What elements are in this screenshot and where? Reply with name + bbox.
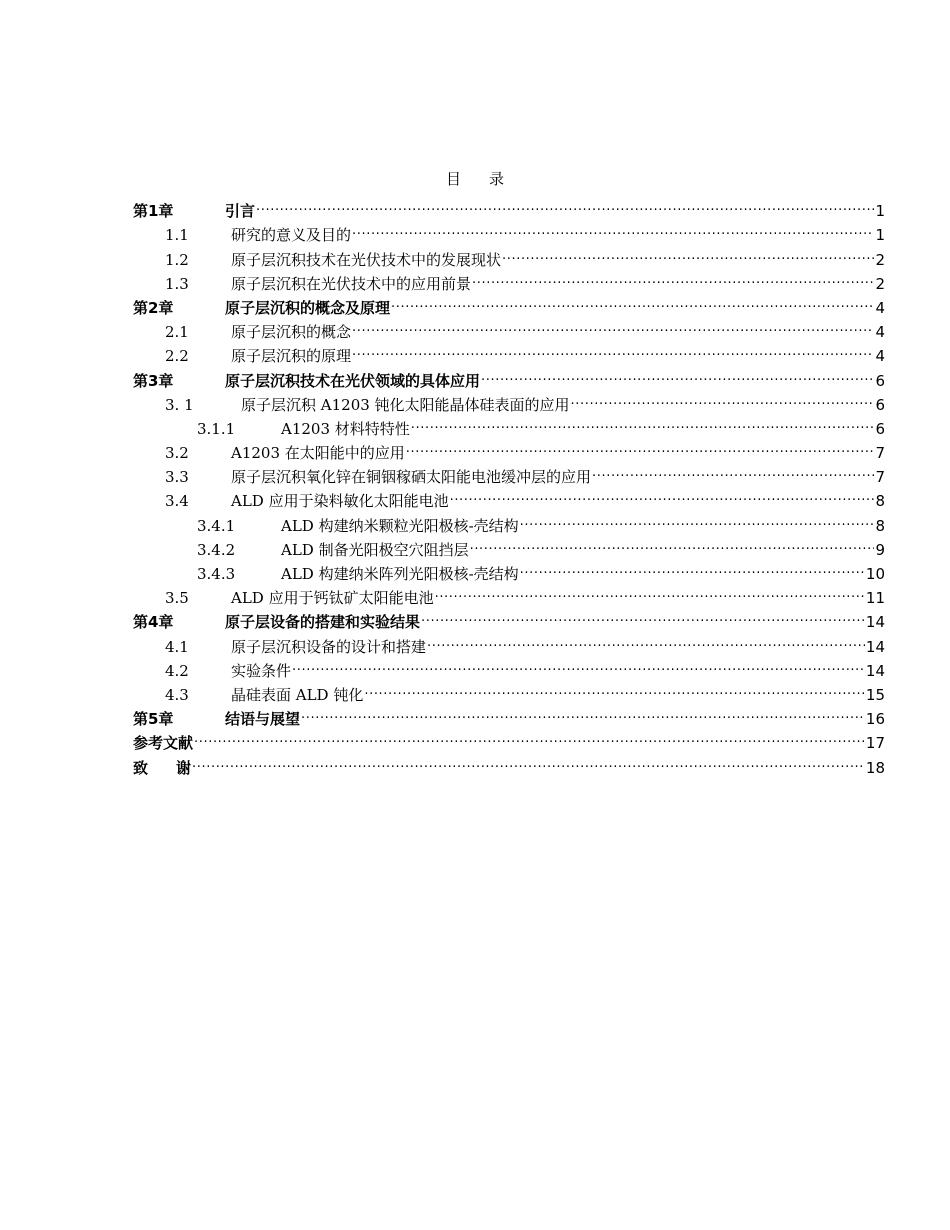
toc-entry-page: 11: [865, 589, 885, 608]
toc-entry-page: 4: [875, 347, 885, 366]
toc-leader-dots: [520, 506, 875, 530]
toc-entry-label: 实验条件: [231, 661, 292, 680]
toc-entry-page: 1: [875, 226, 885, 245]
toc-leader-dots: [406, 434, 875, 458]
toc-leader-dots: [450, 482, 875, 506]
toc-entry-acknowledgements[interactable]: [133, 748, 885, 777]
toc-entry-number: 4.2: [165, 661, 189, 680]
toc-entry-page: 10: [865, 565, 885, 583]
toc-entry-number: 第3章: [133, 371, 174, 390]
toc-entry-label: ALD 应用于钙钛矿太阳能电池: [231, 589, 434, 608]
toc-leader-dots: [352, 216, 874, 240]
toc-entry-number: 3.3: [165, 468, 189, 487]
toc-entry-number: 3.1.1: [197, 419, 236, 438]
toc-entry-label: ALD 制备光阳极空穴阻挡层: [281, 540, 469, 559]
toc-entry-number: 3.4.3: [197, 565, 236, 583]
toc-entry-number: 3.5: [165, 589, 189, 608]
toc-entry-number: 第4章: [133, 613, 174, 632]
toc-entry-label: 原子层沉积技术在光伏领域的具体应用: [225, 371, 481, 390]
toc-entry-number: 3.4.1: [197, 516, 236, 535]
toc-entry-label: 原子层沉积的概念及原理: [225, 298, 391, 317]
toc-entry-label: ALD 应用于染料敏化太阳能电池: [231, 492, 449, 511]
toc-entry-number: 4.1: [165, 637, 189, 656]
toc-leader-dots: [592, 458, 874, 482]
toc-entry-page: 18: [865, 758, 885, 777]
toc-entry-label: 原子层沉积的概念: [231, 323, 352, 342]
toc-entry-label: 原子层沉积在光伏技术中的应用前景: [231, 274, 472, 293]
toc-entry-page: 6: [875, 419, 885, 438]
toc-entry-number: 3. 1: [165, 395, 194, 414]
toc-entry-label: 晶硅表面 ALD 钝化: [231, 685, 364, 704]
toc-entry-number: 3.4.2: [197, 540, 236, 559]
toc-leader-dots: [472, 265, 874, 289]
toc-leader-dots: [352, 337, 874, 361]
toc-entry-page: 16: [865, 710, 885, 729]
toc-leader-dots: [520, 555, 865, 579]
toc-entry-number: 1.3: [165, 274, 189, 293]
toc-leader-dots: [364, 676, 865, 700]
toc-entry-page: 8: [875, 492, 885, 511]
toc-entry-page: 6: [875, 371, 885, 390]
toc-entry-page: 4: [875, 323, 885, 342]
toc-entry-label: 引言: [225, 202, 256, 221]
toc-entry-number: 4.3: [165, 685, 189, 704]
toc-title: [0, 168, 950, 189]
toc-entry-label: 原子层沉积设备的设计和搭建: [231, 637, 427, 656]
toc-entry-label: 研究的意义及目的: [231, 226, 352, 245]
toc-entry-page: 4: [875, 298, 885, 317]
toc-entry-label: 参考文献: [133, 734, 194, 753]
toc-entry-label: [133, 756, 191, 780]
toc-entry-page: 14: [865, 613, 885, 632]
toc-entry-label: A1203 在太阳能中的应用: [231, 444, 405, 463]
toc-entry-page: 9: [875, 540, 885, 559]
toc-leader-dots: [411, 410, 875, 434]
toc-leader-dots: [292, 652, 865, 676]
toc-entry-page: 7: [875, 468, 885, 487]
toc-entry-label: ALD 构建纳米颗粒光阳极核-壳结构: [281, 516, 519, 535]
toc-entry-chapter-1[interactable]: [133, 192, 885, 221]
toc-entry-page: 15: [865, 685, 885, 704]
toc-entry-number: 2.2: [165, 347, 189, 366]
toc-entry-number: 1.1: [165, 226, 189, 245]
toc-leader-dots: [435, 579, 865, 603]
toc-leader-dots: [481, 361, 874, 385]
toc-entry-label: 原子层设备的搭建和实验结果: [225, 613, 421, 632]
toc-entry-label: 原子层沉积 A1203 钝化太阳能晶体硅表面的应用: [241, 395, 570, 414]
toc-entry-number: 2.1: [165, 323, 189, 342]
toc-entry-number: 3.2: [165, 444, 189, 463]
toc-entry-references[interactable]: [133, 724, 885, 753]
toc-leader-dots: [470, 531, 875, 555]
toc-title-left: 目: [445, 170, 461, 188]
toc-entry-number: 第2章: [133, 298, 174, 317]
toc-entry-label: ALD 构建纳米阵列光阳极核-壳结构: [281, 565, 519, 583]
toc-entry-number: 3.4: [165, 492, 189, 511]
toc-entry-label: A1203 材料特特性: [281, 419, 410, 438]
toc-leader-dots: [502, 240, 874, 264]
toc-entry-label: 结语与展望: [225, 710, 301, 729]
toc-entry-page: 2: [875, 250, 885, 269]
toc-entry-number: 第5章: [133, 710, 174, 729]
toc-leader-dots: [427, 627, 865, 651]
toc-leader-dots: [301, 700, 865, 724]
toc-entry-number: 第1章: [133, 202, 174, 221]
toc-entry-label: 原子层沉积的原理: [231, 347, 352, 366]
toc-entry-page: 6: [875, 395, 885, 414]
toc-entry-page: 2: [875, 274, 885, 293]
toc-entry-label: 原子层沉积技术在光伏技术中的发展现状: [231, 250, 502, 269]
toc-entry-label-right: 谢: [176, 758, 192, 777]
toc-leader-dots: [352, 313, 874, 337]
toc-entry-page: 1: [875, 202, 885, 221]
toc-leader-dots: [571, 386, 875, 410]
toc-leader-dots: [391, 289, 874, 313]
toc-entry-page: 8: [875, 516, 885, 535]
toc-entry-label: 原子层沉积氧化锌在铜铟稼硒太阳能电池缓冲层的应用: [231, 468, 592, 487]
table-of-contents: [133, 192, 885, 777]
toc-leader-dots: [194, 724, 865, 748]
toc-entry-number: 1.2: [165, 250, 189, 269]
toc-leader-dots: [421, 603, 865, 627]
toc-leader-dots: [256, 192, 874, 216]
toc-entry-page: 7: [875, 444, 885, 463]
toc-leader-dots: [192, 748, 865, 772]
toc-entry-label-left: 致: [133, 758, 149, 777]
toc-title-right: 录: [489, 170, 505, 188]
toc-entry-page: 14: [865, 661, 885, 680]
toc-entry-page: 14: [865, 637, 885, 656]
toc-entry-page: 17: [865, 734, 885, 753]
